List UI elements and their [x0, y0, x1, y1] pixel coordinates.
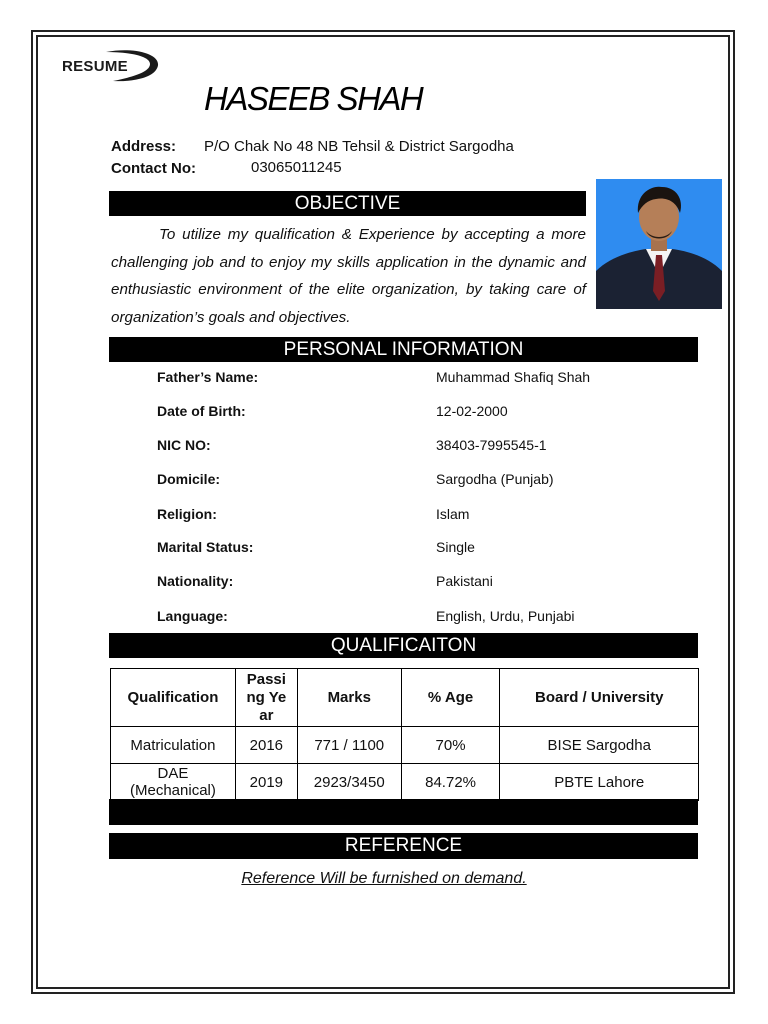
resume-logo-text: RESUME — [62, 58, 128, 75]
address-label: Address: — [111, 138, 177, 155]
contact-value: 03065011245 — [251, 159, 342, 176]
table-cell: BISE Sargodha — [500, 727, 699, 764]
info-value: Single — [436, 539, 475, 555]
table-cell: 771 / 1100 — [297, 727, 401, 764]
info-row-fathers-name — [157, 369, 697, 391]
table-cell: 70% — [401, 727, 500, 764]
resume-logo — [58, 48, 168, 86]
info-row-nationality — [157, 573, 697, 595]
table-header-row — [111, 669, 699, 727]
table-cell: 2019 — [235, 764, 297, 801]
info-row-nic-no — [157, 437, 697, 459]
address-value: P/O Chak No 48 NB Tehsil & District Sargodha — [204, 138, 514, 155]
contact-label: Contact No: — [111, 160, 196, 177]
info-row-religion — [157, 506, 697, 528]
column-header: Marks — [297, 669, 401, 727]
info-label: Domicile: — [157, 471, 221, 487]
table-cell — [111, 764, 236, 801]
info-value: 12-02-2000 — [436, 403, 508, 419]
info-label: NIC NO: — [157, 437, 211, 453]
table-cell: 2923/3450 — [297, 764, 401, 801]
column-header — [235, 669, 297, 727]
table-cell: 84.72% — [401, 764, 500, 801]
info-label: Date of Birth: — [157, 403, 246, 419]
column-header: Qualification — [111, 669, 236, 727]
info-value: Islam — [436, 506, 470, 522]
qualification-heading: QUALIFICAITON — [109, 633, 698, 658]
reference-heading: REFERENCE — [109, 833, 698, 859]
info-value: English, Urdu, Punjabi — [436, 608, 575, 624]
info-row-domicile — [157, 471, 697, 493]
column-header-text: Passi ng Year — [246, 670, 287, 724]
divider-bar — [109, 799, 698, 825]
info-row-date-of-birth — [157, 403, 697, 425]
info-row-marital-status — [157, 539, 697, 561]
info-label: Father’s Name: — [157, 369, 259, 385]
profile-photo — [596, 179, 722, 309]
table-row — [111, 764, 699, 801]
reference-text: Reference Will be furnished on demand. — [241, 870, 527, 887]
table-cell: 2016 — [235, 727, 297, 764]
column-header: % Age — [401, 669, 500, 727]
table-cell: Matriculation — [111, 727, 236, 764]
objective-paragraph: To utilize my qualification & Experience by accepting a more challenging job and to enjoy my skills application in the dynamic and enthusiastic environment of the elite organization, by taking care of organization’s goals and objectives. — [111, 226, 586, 327]
objective-heading: OBJECTIVE — [109, 191, 586, 216]
info-label: Religion: — [157, 506, 217, 522]
objective-text — [111, 221, 586, 332]
column-header: Board / University — [500, 669, 699, 727]
qualification-table — [110, 668, 699, 801]
info-label: Marital Status: — [157, 539, 254, 555]
candidate-name: HASEEB SHAH — [204, 80, 423, 117]
info-row-language — [157, 608, 697, 630]
table-cell-text: DAE (Mechanical) — [130, 765, 216, 799]
info-value: Pakistani — [436, 573, 493, 589]
info-label: Nationality: — [157, 573, 234, 589]
table-row — [111, 727, 699, 764]
personal-information-heading: PERSONAL INFORMATION — [109, 337, 698, 362]
info-value: 38403-7995545-1 — [436, 437, 547, 453]
info-value: Sargodha (Punjab) — [436, 471, 554, 487]
info-value: Muhammad Shafiq Shah — [436, 369, 591, 385]
table-cell: PBTE Lahore — [500, 764, 699, 801]
info-label: Language: — [157, 608, 228, 624]
